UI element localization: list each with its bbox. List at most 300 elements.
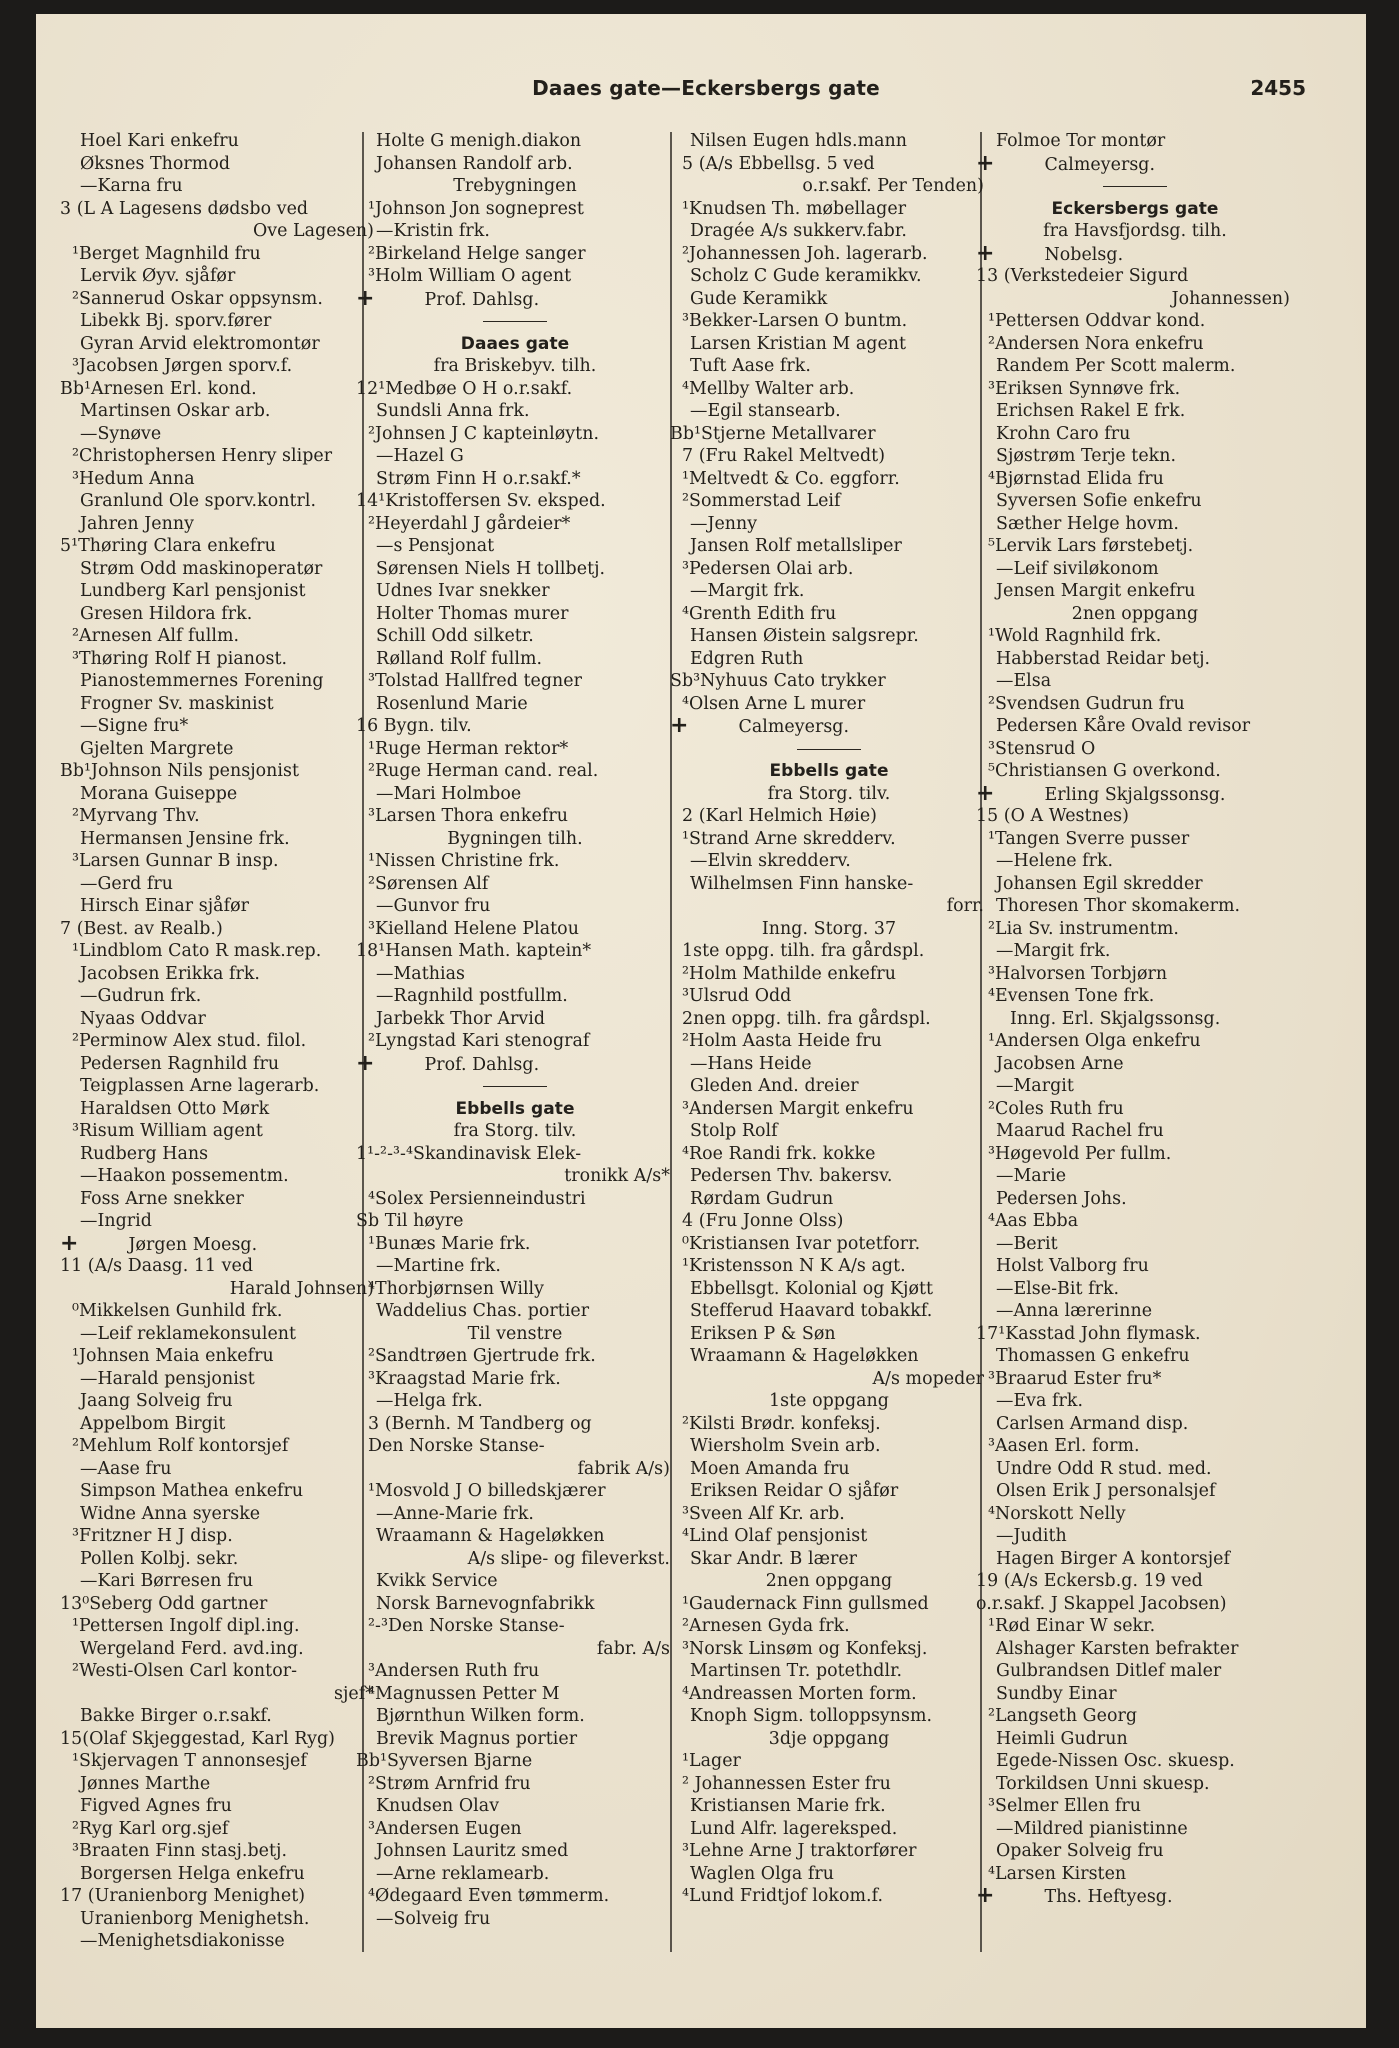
directory-entry: Sb Til høyre bbox=[356, 1211, 464, 1231]
cross-icon: + bbox=[976, 1885, 995, 1908]
directory-entry: Jønnes Marthe bbox=[80, 1773, 211, 1794]
directory-entry: ⁴Mellby Walter arb. bbox=[682, 378, 855, 399]
directory-entry: —Anna lærerinne bbox=[996, 1301, 1153, 1321]
directory-entry: ²Ryg Karl org.sjef bbox=[72, 1818, 229, 1839]
directory-entry: Nyaas Oddvar bbox=[80, 1008, 206, 1029]
directory-entry: ³Kraagstad Marie frk. bbox=[368, 1368, 561, 1389]
directory-entry: Foss Arne snekker bbox=[80, 1188, 244, 1209]
directory-entry: —Elsa bbox=[996, 671, 1052, 691]
directory-entry: Pedersen Thv. bakersv. bbox=[690, 1166, 893, 1186]
directory-entry: Inng. Storg. 37 bbox=[761, 918, 897, 939]
directory-entry: Holst Valborg fru bbox=[996, 1256, 1149, 1276]
directory-entry: Harald Johnsen) bbox=[229, 1278, 374, 1299]
directory-entry: ²Strøm Arnfrid fru bbox=[368, 1773, 531, 1794]
directory-entry: ³Selmer Ellen fru bbox=[988, 1796, 1142, 1816]
directory-entry: —Harald pensjonist bbox=[80, 1368, 255, 1389]
directory-entry: 14¹Kristoffersen Sv. eksped. bbox=[356, 491, 606, 511]
directory-entry: Bjørnthun Wilken form. bbox=[376, 1706, 585, 1726]
directory-entry: 3 (Bernh. M Tandberg og bbox=[368, 1413, 592, 1434]
directory-entry: ²Holm Mathilde enkefru bbox=[682, 963, 896, 984]
directory-entry: Undre Odd R stud. med. bbox=[996, 1458, 1212, 1479]
directory-entry: 2nen oppg. tilh. fra gårdspl. bbox=[682, 1008, 931, 1029]
directory-entry: ⁴Olsen Arne L murer bbox=[682, 693, 866, 714]
cross-street-label: Ths. Heftyesg. bbox=[1044, 1887, 1173, 1907]
directory-entry: ¹Gaudernack Finn gullsmed bbox=[682, 1593, 929, 1614]
cross-street-label: Prof. Dahlsg. bbox=[424, 289, 540, 310]
directory-entry: ⁴Solex Persienneindustri bbox=[368, 1188, 586, 1209]
directory-entry: Ebbellsgt. Kolonial og Kjøtt bbox=[690, 1278, 934, 1299]
directory-entry: Sørensen Niels H tollbetj. bbox=[376, 558, 606, 579]
directory-entry: ³Braaten Finn stasj.betj. bbox=[72, 1841, 288, 1861]
directory-entry: Lund Alfr. lagereksped. bbox=[690, 1818, 898, 1839]
directory-entry: —Egil stansearb. bbox=[690, 401, 841, 421]
directory-entry: fabrik A/s) bbox=[577, 1458, 670, 1479]
directory-entry: Alshager Karsten befrakter bbox=[996, 1638, 1239, 1659]
directory-entry: ³Norsk Linsøm og Konfeksj. bbox=[682, 1638, 928, 1659]
cross-street bbox=[976, 153, 1294, 176]
directory-entry: o.r.sakf. J Skappel Jacobsen) bbox=[976, 1593, 1227, 1614]
directory-entry: ²Sannerud Oskar oppsynsm. bbox=[72, 288, 323, 309]
directory-entry: —Ingrid bbox=[80, 1211, 152, 1231]
directory-entry: Skar Andr. B lærer bbox=[690, 1548, 858, 1569]
directory-entry: ³Aasen Erl. form. bbox=[988, 1436, 1140, 1456]
directory-entry: ²Lyngstad Kari stenograf bbox=[368, 1031, 590, 1051]
directory-entry: Pedersen Kåre Ovald revisor bbox=[996, 716, 1251, 736]
page-number: 2455 bbox=[1250, 76, 1306, 100]
cross-icon: + bbox=[670, 715, 689, 738]
directory-entry: Sb³Nyhuus Cato trykker bbox=[670, 671, 886, 691]
directory-entry: Figved Agnes fru bbox=[80, 1796, 232, 1816]
directory-entry: Stolp Rolf bbox=[690, 1121, 778, 1141]
directory-entry: Kvikk Service bbox=[376, 1571, 498, 1591]
street-heading: Ebbells gate bbox=[455, 1098, 575, 1119]
cross-street bbox=[976, 243, 1294, 266]
directory-entry: ³Tolstad Hallfred tegner bbox=[368, 671, 582, 691]
directory-entry: —Solveig fru bbox=[376, 1908, 491, 1929]
directory-entry: 1ste oppg. tilh. fra gårdspl. bbox=[682, 941, 925, 961]
directory-entry: —Hazel G bbox=[376, 446, 464, 466]
street-heading: Daaes gate bbox=[460, 333, 570, 354]
directory-entry: 5¹Thøring Clara enkefru bbox=[60, 536, 276, 556]
directory-entry: ²Birkeland Helge sanger bbox=[368, 243, 586, 264]
directory-entry: ³Jacobsen Jørgen sporv.f. bbox=[72, 356, 293, 376]
directory-entry: —Gerd fru bbox=[80, 873, 173, 894]
directory-entry: Pianostemmernes Forening bbox=[80, 671, 324, 691]
directory-entry: ³Risum William agent bbox=[72, 1121, 263, 1141]
directory-entry: ⁴Larsen Kirsten bbox=[988, 1863, 1127, 1884]
directory-entry: ³Hedum Anna bbox=[72, 468, 195, 489]
directory-entry: Jacobsen Erikka frk. bbox=[80, 963, 260, 984]
directory-entry: ¹Pettersen Oddvar kond. bbox=[988, 311, 1206, 331]
directory-entry: ¹Pettersen Ingolf dipl.ing. bbox=[72, 1616, 300, 1636]
directory-entry: Den Norske Stanse- bbox=[368, 1436, 545, 1456]
directory-entry: ¹Rød Einar W sekr. bbox=[988, 1616, 1156, 1636]
directory-entry: ²Coles Ruth fru bbox=[988, 1098, 1124, 1119]
directory-entry: Carlsen Armand disp. bbox=[996, 1413, 1189, 1434]
directory-entry: ³Andersen Ruth fru bbox=[368, 1661, 540, 1681]
directory-entry: Martinsen Tr. potethdlr. bbox=[690, 1661, 903, 1681]
directory-entry: Folmoe Tor montør bbox=[996, 131, 1166, 151]
directory-entry: Granlund Ole sporv.kontrl. bbox=[80, 491, 317, 511]
directory-entry: Uranienborg Menighetsh. bbox=[80, 1908, 310, 1929]
directory-entry: ¹Lager bbox=[682, 1751, 741, 1771]
cross-icon: + bbox=[976, 782, 995, 805]
directory-entry: A/s mopeder bbox=[872, 1368, 984, 1389]
directory-entry: ³Braarud Ester fru* bbox=[988, 1368, 1162, 1389]
directory-entry: —Aase fru bbox=[80, 1458, 172, 1479]
directory-entry: 18¹Hansen Math. kaptein* bbox=[356, 941, 592, 961]
directory-entry: ³Sveen Alf Kr. arb. bbox=[682, 1503, 845, 1524]
directory-entry: ²Sandtrøen Gjertrude frk. bbox=[368, 1346, 596, 1366]
directory-entry: —Gunvor fru bbox=[376, 896, 491, 916]
directory-entry: Strøm Finn H o.r.sakf.* bbox=[376, 468, 581, 489]
directory-entry: ³Lehne Arne J traktorfører bbox=[682, 1841, 917, 1861]
directory-entry: Wraamann & Hageløkken bbox=[690, 1346, 919, 1366]
directory-entry: —Gudrun frk. bbox=[80, 986, 202, 1006]
directory-entry: Johansen Egil skredder bbox=[996, 873, 1203, 894]
directory-entry: Gulbrandsen Ditlef maler bbox=[996, 1661, 1222, 1681]
directory-entry: ³Høgevold Per fullm. bbox=[988, 1143, 1172, 1164]
directory-entry: ⁵Christiansen G overkond. bbox=[988, 761, 1221, 781]
directory-entry: ¹Meltvedt & Co. eggforr. bbox=[682, 468, 900, 489]
section-divider bbox=[670, 738, 988, 761]
directory-entry: —Signe fru* bbox=[80, 716, 189, 736]
directory-entry: Jahren Jenny bbox=[80, 513, 194, 534]
directory-entry: ⁴Bjørnstad Elida fru bbox=[988, 468, 1164, 489]
directory-entry: fra Storg. tilv. bbox=[453, 1121, 577, 1141]
directory-entry: 7 (Fru Rakel Meltvedt) bbox=[682, 446, 886, 466]
directory-entry: ¹Johnsen Maia enkefru bbox=[72, 1346, 274, 1366]
directory-entry: ³Bekker-Larsen O buntm. bbox=[682, 311, 908, 331]
directory-entry: Sjøstrøm Terje tekn. bbox=[996, 446, 1177, 466]
directory-entry: 3 (L A Lagesens dødsbo ved bbox=[60, 198, 309, 219]
directory-entry: —Marie bbox=[996, 1166, 1067, 1186]
directory-entry: —Berit bbox=[996, 1233, 1058, 1254]
directory-entry: —Eva frk. bbox=[996, 1391, 1084, 1411]
directory-entry: Pedersen Ragnhild fru bbox=[80, 1053, 280, 1074]
directory-entry: ⁴Roe Randi frk. kokke bbox=[682, 1143, 876, 1164]
directory-entry: ³Fritzner H J disp. bbox=[72, 1526, 233, 1546]
directory-entry: Gresen Hildora frk. bbox=[80, 603, 253, 624]
directory-entry: ³Thøring Rolf H pianost. bbox=[72, 648, 288, 669]
directory-entry: ⁰Kristiansen Ivar potetforr. bbox=[682, 1233, 921, 1254]
cross-street bbox=[976, 783, 1294, 806]
directory-entry: —Kristin frk. bbox=[376, 221, 490, 241]
directory-entry: Hirsch Einar sjåfør bbox=[80, 896, 249, 916]
directory-entry: tronikk A/s* bbox=[564, 1166, 670, 1186]
page-header bbox=[36, 76, 1366, 110]
directory-entry: —Jenny bbox=[690, 513, 758, 534]
directory-entry: Tuft Aase frk. bbox=[690, 356, 811, 376]
directory-entry: Simpson Mathea enkefru bbox=[80, 1481, 304, 1501]
directory-entry: ²Myrvang Thv. bbox=[72, 806, 200, 826]
directory-entry: Wilhelmsen Finn hanske- bbox=[690, 873, 914, 894]
directory-entry: ¹Bunæs Marie frk. bbox=[368, 1233, 531, 1254]
directory-entry: Johnsen Lauritz smed bbox=[376, 1841, 569, 1861]
directory-entry: Borgersen Helga enkefru bbox=[80, 1863, 305, 1884]
directory-entry: Moen Amanda fru bbox=[690, 1458, 850, 1479]
directory-entry: Knudsen Olav bbox=[376, 1796, 500, 1816]
directory-entry: ³Halvorsen Torbjørn bbox=[988, 963, 1168, 984]
directory-entry: 2nen oppgang bbox=[1071, 603, 1199, 624]
directory-entry: —Martine frk. bbox=[376, 1256, 501, 1276]
cross-street bbox=[356, 288, 674, 311]
directory-entry: ²Arnesen Gyda frk. bbox=[682, 1616, 850, 1636]
street-heading: Eckersbergs gate bbox=[1051, 198, 1219, 219]
directory-entry: Bakke Birger o.r.sakf. bbox=[80, 1706, 272, 1726]
directory-entry: —Menighetsdiakonisse bbox=[80, 1931, 285, 1951]
directory-entry: Jansen Rolf metallsliper bbox=[690, 536, 902, 556]
directory-page bbox=[36, 14, 1366, 2028]
directory-entry: ¹Ruge Herman rektor* bbox=[368, 738, 569, 759]
directory-entry: 2nen oppgang bbox=[765, 1571, 893, 1591]
directory-entry: ⁴Lund Fridtjof lokom.f. bbox=[682, 1886, 884, 1906]
directory-entry: fra Briskebyv. tilh. bbox=[433, 356, 597, 376]
directory-entry: ¹Strand Arne skredderv. bbox=[682, 828, 896, 849]
directory-entry: —Arne reklamearb. bbox=[376, 1863, 550, 1884]
directory-entry: ¹Tangen Sverre pusser bbox=[988, 828, 1190, 849]
directory-entry: —Margit bbox=[996, 1076, 1074, 1096]
column-3 bbox=[670, 130, 988, 1908]
directory-entry: —Mari Holmboe bbox=[376, 783, 522, 804]
directory-entry: Habberstad Reidar betj. bbox=[996, 648, 1211, 669]
directory-entry: Rølland Rolf fullm. bbox=[376, 648, 543, 669]
cross-icon: + bbox=[60, 1232, 79, 1255]
directory-entry: ²Sørensen Alf bbox=[368, 873, 489, 894]
directory-entry: Rørdam Gudrun bbox=[690, 1188, 834, 1209]
directory-entry: —Mildred pianistinne bbox=[996, 1818, 1188, 1839]
directory-entry: ³Pedersen Olai arb. bbox=[682, 558, 854, 579]
page-title: Daaes gate—Eckersbergs gate bbox=[532, 76, 880, 100]
directory-entry: Edgren Ruth bbox=[690, 648, 804, 669]
directory-entry: 17 (Uranienborg Menighet) bbox=[60, 1886, 306, 1906]
column-4 bbox=[976, 130, 1294, 1908]
directory-entry: ¹Berget Magnhild fru bbox=[72, 243, 261, 264]
directory-entry: ² Johannessen Ester fru bbox=[682, 1773, 891, 1794]
directory-entry: Brevik Magnus portier bbox=[376, 1728, 578, 1749]
directory-entry: ⁴Norskott Nelly bbox=[988, 1503, 1126, 1524]
directory-entry: Norsk Barnevognfabrikk bbox=[376, 1593, 595, 1614]
directory-entry: 13⁰Seberg Odd gartner bbox=[60, 1593, 268, 1614]
directory-entry: ²Johnsen J C kapteinløytn. bbox=[368, 423, 600, 444]
cross-icon: + bbox=[356, 1052, 375, 1075]
directory-entry: Lundberg Karl pensjonist bbox=[80, 581, 306, 601]
directory-entry: ⁵Lervik Lars førstebetj. bbox=[988, 536, 1194, 556]
directory-entry: ³Andersen Eugen bbox=[368, 1818, 522, 1839]
directory-entry: Gleden And. dreier bbox=[690, 1076, 859, 1096]
directory-entry: Bb¹Johnson Nils pensjonist bbox=[60, 761, 300, 781]
directory-entry: 17¹Kasstad John flymask. bbox=[976, 1323, 1201, 1344]
directory-entry: 19 (A/s Eckersb.g. 19 ved bbox=[976, 1571, 1203, 1591]
column-1 bbox=[60, 130, 378, 1953]
directory-entry: Krohn Caro fru bbox=[996, 423, 1131, 444]
directory-entry: Thoresen Thor skomakerm. bbox=[996, 896, 1241, 916]
cross-icon: + bbox=[356, 287, 375, 310]
directory-entry: Jensen Margit enkefru bbox=[996, 581, 1196, 601]
directory-entry: —Leif reklamekonsulent bbox=[80, 1323, 297, 1344]
directory-entry: —Synøve bbox=[80, 423, 162, 444]
directory-entry: ³Holm William O agent bbox=[368, 266, 572, 286]
directory-entry: ²Holm Aasta Heide fru bbox=[682, 1031, 882, 1051]
cross-street bbox=[976, 1885, 1294, 1908]
directory-entry: ²Svendsen Gudrun fru bbox=[988, 693, 1185, 714]
directory-entry: Dragée A/s sukkerv.fabr. bbox=[690, 221, 907, 241]
directory-entry: ³Ulsrud Odd bbox=[682, 986, 792, 1006]
directory-entry: —Hans Heide bbox=[690, 1053, 812, 1074]
directory-entry: Waddelius Chas. portier bbox=[376, 1301, 590, 1321]
directory-entry: sjef* bbox=[334, 1683, 374, 1704]
directory-entry: Schill Odd silketr. bbox=[376, 626, 534, 646]
directory-entry: ²Johannessen Joh. lagerarb. bbox=[682, 243, 928, 264]
directory-entry: 2 (Karl Helmich Høie) bbox=[682, 806, 878, 826]
directory-entry: Torkildsen Unni skuesp. bbox=[996, 1773, 1210, 1794]
directory-entry: 7 (Best. av Realb.) bbox=[60, 918, 223, 939]
directory-entry: Frogner Sv. maskinist bbox=[80, 693, 274, 714]
directory-entry: Holter Thomas murer bbox=[376, 603, 569, 624]
directory-entry: o.r.sakf. Per Tenden) bbox=[802, 176, 984, 196]
directory-entry: ²Lia Sv. instrumentm. bbox=[988, 918, 1179, 939]
directory-entry: Gude Keramikk bbox=[690, 288, 828, 309]
directory-entry: Olsen Erik J personalsjef bbox=[996, 1481, 1216, 1501]
cross-street-label: Nobelsg. bbox=[1044, 244, 1124, 265]
directory-entry: —Elvin skredderv. bbox=[690, 851, 851, 871]
directory-entry: Udnes Ivar snekker bbox=[376, 581, 550, 601]
cross-icon: + bbox=[976, 242, 995, 265]
directory-entry: 16 Bygn. tilv. bbox=[356, 716, 472, 736]
directory-entry: ²-³Den Norske Stanse- bbox=[368, 1616, 565, 1636]
directory-entry: Egede-Nissen Osc. skuesp. bbox=[996, 1751, 1235, 1771]
directory-entry: Holte G menigh.diakon bbox=[376, 131, 582, 151]
directory-entry: Libekk Bj. sporv.fører bbox=[80, 311, 272, 331]
directory-entry: ²Arnesen Alf fullm. bbox=[72, 626, 240, 646]
directory-entry: 1ste oppgang bbox=[769, 1391, 889, 1411]
directory-entry: ³Kielland Helene Platou bbox=[368, 918, 579, 939]
directory-entry: A/s slipe- og fileverkst. bbox=[467, 1548, 670, 1569]
directory-entry: —Leif siviløkonom bbox=[996, 558, 1159, 579]
directory-entry: Teigplassen Arne lagerarb. bbox=[80, 1076, 320, 1096]
directory-entry: fra Havsfjordsg. tilh. bbox=[1043, 221, 1227, 241]
directory-entry: ⁴Thorbjørnsen Willy bbox=[368, 1278, 545, 1299]
cross-street-label: Erling Skjalgssonsg. bbox=[1044, 784, 1226, 805]
directory-entry: ¹Knudsen Th. møbellager bbox=[682, 198, 907, 219]
cross-street bbox=[356, 1053, 674, 1076]
directory-entry: Hansen Øistein salgsrepr. bbox=[690, 626, 919, 646]
directory-entry: Johansen Randolf arb. bbox=[376, 153, 573, 174]
directory-entry: 3dje oppgang bbox=[768, 1728, 890, 1749]
directory-entry: Martinsen Oskar arb. bbox=[80, 401, 271, 421]
directory-entry: Erichsen Rakel E frk. bbox=[996, 401, 1186, 421]
directory-entry: Bb¹Arnesen Erl. kond. bbox=[60, 378, 257, 399]
directory-entry: Strøm Odd maskinoperatør bbox=[80, 558, 323, 579]
directory-entry: Morana Guiseppe bbox=[80, 783, 238, 804]
directory-entry: ²Andersen Nora enkefru bbox=[988, 333, 1204, 354]
directory-entry: ¹Mosvold J O billedskjærer bbox=[368, 1481, 606, 1501]
directory-entry: Stefferud Haavard tobakkf. bbox=[690, 1301, 933, 1321]
street-heading: Ebbells gate bbox=[769, 761, 889, 781]
directory-entry: Til venstre bbox=[467, 1323, 563, 1344]
directory-entry: Pedersen Johs. bbox=[996, 1188, 1127, 1209]
directory-entry: Wiersholm Svein arb. bbox=[690, 1436, 881, 1456]
directory-entry: Jarbekk Thor Arvid bbox=[376, 1008, 546, 1029]
directory-entry: Johannessen) bbox=[1171, 288, 1290, 309]
directory-entry: —Margit frk. bbox=[690, 581, 805, 601]
directory-entry: —Anne-Marie frk. bbox=[376, 1503, 535, 1524]
directory-entry: Bb¹Syversen Bjarne bbox=[356, 1751, 533, 1771]
directory-entry: 11 (A/s Daasg. 11 ved bbox=[60, 1256, 254, 1276]
directory-entry: Eriksen Reidar O sjåfør bbox=[690, 1481, 899, 1501]
directory-entry: ⁴Magnussen Petter M bbox=[368, 1683, 560, 1704]
cross-street-label: Calmeyersg. bbox=[738, 717, 850, 737]
cross-street bbox=[60, 1233, 378, 1256]
directory-entry: Nilsen Eugen hdls.mann bbox=[690, 131, 908, 151]
cross-icon: + bbox=[976, 152, 995, 175]
directory-entry: ³Stensrud O bbox=[988, 738, 1096, 759]
directory-entry: ¹Nissen Christine frk. bbox=[368, 851, 560, 871]
directory-entry: Maarud Rachel fru bbox=[996, 1121, 1164, 1141]
directory-entry: Thomassen G enkefru bbox=[996, 1346, 1190, 1366]
directory-entry: Eriksen P & Søn bbox=[690, 1323, 836, 1344]
directory-entry: 4 (Fru Jonne Olss) bbox=[682, 1211, 844, 1231]
directory-entry: —Karna fru bbox=[80, 176, 183, 196]
directory-entry: ²Sommerstad Leif bbox=[682, 491, 841, 511]
directory-entry: Heimli Gudrun bbox=[996, 1728, 1128, 1749]
directory-entry: Øksnes Thormod bbox=[80, 153, 231, 174]
directory-entry: Hagen Birger A kontorsjef bbox=[996, 1548, 1230, 1569]
directory-entry: Hermansen Jensine frk. bbox=[80, 828, 290, 849]
directory-entry: Rudberg Hans bbox=[80, 1143, 209, 1164]
directory-entry: —Margit frk. bbox=[996, 941, 1111, 961]
directory-entry: Hoel Kari enkefru bbox=[80, 131, 239, 151]
directory-entry: ²Kilsti Brødr. konfeksj. bbox=[682, 1413, 881, 1434]
section-divider bbox=[976, 175, 1294, 198]
directory-entry: Bb¹Stjerne Metallvarer bbox=[670, 423, 876, 444]
directory-entry: ¹Johnson Jon sogneprest bbox=[368, 198, 584, 219]
directory-entry: Sæther Helge hovm. bbox=[996, 513, 1179, 534]
directory-entry: Gjelten Margrete bbox=[80, 738, 234, 759]
directory-entry: ¹Skjervagen T annonsesjef bbox=[72, 1751, 307, 1771]
directory-entry: ⁴Lind Olaf pensjonist bbox=[682, 1526, 868, 1546]
directory-entry: 15(Olaf Skjeggestad, Karl Ryg) bbox=[60, 1728, 336, 1749]
directory-entry: Pollen Kolbj. sekr. bbox=[80, 1548, 239, 1569]
directory-entry: 15 (O A Westnes) bbox=[976, 806, 1129, 826]
directory-entry: 13 (Verkstedeier Sigurd bbox=[976, 266, 1189, 286]
directory-entry: ²Westi-Olsen Carl kontor- bbox=[72, 1661, 298, 1681]
directory-entry: Syversen Sofie enkefru bbox=[996, 491, 1202, 511]
directory-entry: —Kari Børresen fru bbox=[80, 1571, 254, 1591]
directory-entry: fra Storg. tilv. bbox=[767, 783, 891, 804]
directory-entry: ²Christophersen Henry sliper bbox=[72, 446, 333, 466]
section-divider bbox=[356, 310, 674, 333]
directory-entry: 5 (A/s Ebbellsg. 5 ved bbox=[682, 153, 875, 174]
directory-entry: Rosenlund Marie bbox=[376, 693, 528, 714]
directory-entry: —s Pensjonat bbox=[376, 536, 495, 556]
directory-entry: Sundsli Anna frk. bbox=[376, 401, 530, 421]
directory-entry: ³Larsen Gunnar B insp. bbox=[72, 851, 279, 871]
directory-entry: ¹Lindblom Cato R mask.rep. bbox=[72, 941, 322, 961]
directory-entry: ²Mehlum Rolf kontorsjef bbox=[72, 1436, 289, 1456]
directory-entry: Lervik Øyv. sjåfør bbox=[80, 266, 236, 286]
directory-entry: ¹Wold Ragnhild frk. bbox=[988, 626, 1162, 646]
directory-entry: Kristiansen Marie frk. bbox=[690, 1796, 886, 1816]
directory-entry: ²Heyerdahl J gårdeier* bbox=[368, 513, 571, 534]
column-2 bbox=[356, 130, 674, 1930]
directory-entry: Widne Anna syerske bbox=[80, 1503, 261, 1524]
directory-entry: Appelbom Birgit bbox=[80, 1413, 226, 1434]
directory-entry: Inng. Erl. Skjalgssonsg. bbox=[1010, 1008, 1221, 1029]
directory-entry: Knoph Sigm. tolloppsynsm. bbox=[690, 1706, 933, 1726]
directory-entry: Wraamann & Hageløkken bbox=[376, 1526, 605, 1546]
directory-entry: —Haakon possementm. bbox=[80, 1166, 289, 1186]
